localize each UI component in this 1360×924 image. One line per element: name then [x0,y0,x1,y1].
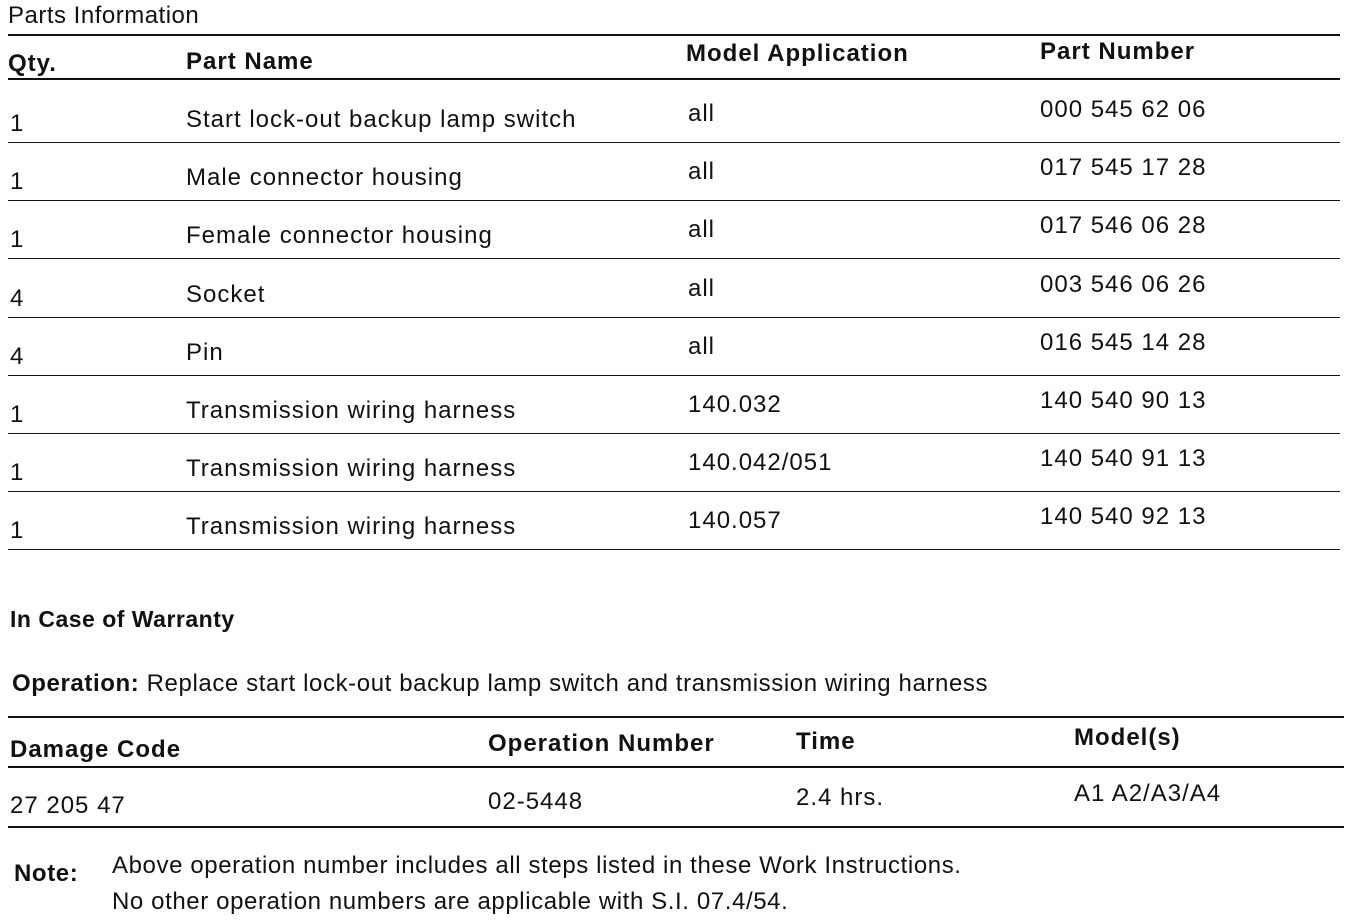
damage-code-column-header: Damage Code [10,736,182,763]
part-name-cell: Male connector housing [186,164,463,192]
warranty-bottom-rule [8,826,1344,828]
time-value: 2.4 hrs. [796,784,885,811]
part-name-cell: Female connector housing [186,222,493,250]
models-column-header: Model(s) [1074,724,1181,751]
note-label: Note: [14,860,79,887]
warranty-top-rule [8,716,1344,718]
qty-column-header: Qty. [8,50,57,77]
operation-label: Operation: [12,670,140,697]
time-column-header: Time [796,728,856,755]
note-line-1: Above operation number includes all steps listed in these Work Instructions. [112,852,962,879]
part-name-column-header: Part Name [186,48,314,75]
parts-information-title: Parts Information [8,2,200,29]
qty-cell: 1 [10,226,25,254]
part-name-cell: Pin [186,338,224,366]
parts-header-rule [8,78,1340,80]
part-name-cell: Transmission wiring harness [186,397,517,424]
part-number-cell: 003 546 06 26 [1040,270,1207,298]
model-application-cell: 140.032 [688,391,782,418]
part-number-cell: 140 540 92 13 [1040,503,1207,531]
model-application-cell: all [688,332,716,360]
part-number-cell: 140 540 90 13 [1040,387,1207,414]
model-application-column-header: Model Application [686,40,909,67]
model-application-cell: all [688,100,716,127]
models-value: A1 A2/A3/A4 [1074,780,1222,807]
part-number-column-header: Part Number [1040,38,1196,65]
operation-text: Replace start lock-out backup lamp switch and transmission wiring harness [146,670,989,697]
parts-top-rule [8,34,1340,36]
part-name-cell: Socket [186,280,266,308]
part-number-cell: 140 540 91 13 [1040,445,1207,473]
row-divider [8,317,1340,318]
model-application-cell: all [688,158,716,186]
model-application-cell: 140.042/051 [688,449,833,477]
qty-cell: 1 [10,110,25,137]
row-divider [8,433,1340,434]
damage-code-value: 27 205 47 [10,792,126,819]
warranty-header-rule [8,766,1344,768]
part-number-cell: 017 546 06 28 [1040,212,1207,240]
operation-line [12,670,988,698]
row-divider [8,200,1340,201]
part-number-cell: 000 545 62 06 [1040,96,1207,123]
note-line-2: No other operation numbers are applicable with S.I. 07.4/54. [112,888,789,915]
operation-number-value: 02-5448 [488,788,584,815]
row-divider [8,549,1340,550]
warranty-title: In Case of Warranty [10,606,235,632]
qty-cell: 1 [10,401,25,428]
row-divider [8,142,1340,143]
operation-number-column-header: Operation Number [488,730,715,757]
qty-cell: 1 [10,168,25,196]
part-number-cell: 017 545 17 28 [1040,154,1207,182]
row-divider [8,491,1340,492]
row-divider [8,375,1340,376]
model-application-cell: 140.057 [688,507,782,535]
part-name-cell: Transmission wiring harness [186,455,517,483]
part-name-cell: Start lock-out backup lamp switch [186,106,577,133]
model-application-cell: all [688,274,716,302]
qty-cell: 1 [10,459,25,487]
qty-cell: 4 [10,342,25,370]
model-application-cell: all [688,216,716,244]
part-name-cell: Transmission wiring harness [186,513,517,541]
row-divider [8,258,1340,259]
part-number-cell: 016 545 14 28 [1040,328,1207,356]
qty-cell: 1 [10,517,25,545]
qty-cell: 4 [10,284,25,312]
